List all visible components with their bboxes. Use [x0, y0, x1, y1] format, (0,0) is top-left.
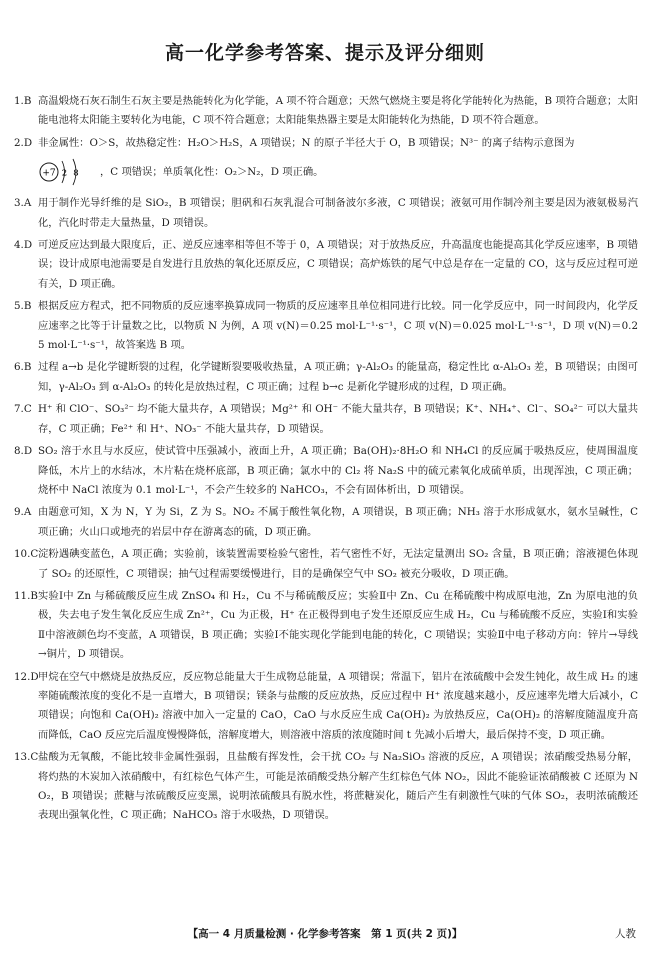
item-number: 4. [14, 239, 24, 252]
shell-electrons-2: 8 [73, 168, 79, 179]
item-answer: D [30, 670, 39, 683]
footer-page-info: 【高一 4 月质量检测 · 化学参考答案 第 1 页(共 2 页)】 [187, 928, 463, 940]
answer-item-13 [14, 748, 638, 826]
item-answer: B [23, 361, 32, 374]
ion-structure-diagram [38, 153, 96, 191]
item-explanation: 用于制作光导纤维的是 SiO₂，B 项错误；胆矾和石灰乳混合可制备波尔多液，C 项错误；液氨可用作制冷剂主要是因为液氨极易汽化，汽化时带走大量热量，D 项错误。 [38, 197, 638, 229]
item-number: 13. [14, 751, 31, 764]
answer-item-3 [14, 194, 638, 233]
item-answer: A [23, 197, 32, 210]
item-explanation: 甲烷在空气中燃烧是放热反应，反应物总能量大于生成物总能量，A 项错误；常温下，铝片在浓硫酸中会发生钝化，故生成 H₂ 的速率随硫酸浓度的变化不是一直增大，B 项错误；镁条与盐酸的反应放热，反应过程中 H⁺ 浓度越来越小，反应速率先增大后减小，C 项错误；向饱和 Ca(OH)₂ 溶液中加入一定量的 CaO，CaO 与水反应生成 Ca(OH)₂ 为放热反应，Ca(OH)₂ 的溶解度随温度升高而降低，CaO 反应完后温度慢慢降低，溶解度增大，则溶液中溶质的浓度随时间 t 先减小后增大，最后保持不变，D 项正确。 [38, 670, 638, 741]
item-explanation: 高温煅烧石灰石制生石灰主要是热能转化为化学能，A 项不符合题意；天然气燃烧主要是将化学能转化为热能，B 项符合题意；太阳能电池将太阳能主要转化为电能，C 项不符合题意；太阳能集热器主要是太阳能转化为热能，D 项不符合题意。 [38, 95, 638, 127]
item-explanation: 过程 a→b 是化学键断裂的过程，化学键断裂要吸收热量，A 项正确；γ-Al₂O₃ 的能量高，稳定性比 α-Al₂O₃ 差，B 项错误；由图可知，γ-Al₂O₃ 到 α-Al₂O₃ 的转化是放热过程，C 项正确；过程 b→c 是新化学键形成的过程，D 项正确。 [38, 361, 638, 393]
item-number: 11. [14, 589, 31, 602]
answer-item-6 [14, 358, 638, 397]
item-explanation: 实验Ⅰ中 Zn 与稀硫酸反应生成 ZnSO₄ 和 H₂，Cu 不与稀硫酸反应；实验Ⅱ中 Zn、Cu 在稀硫酸中构成原电池，Zn 为原电池的负极，失去电子发生氧化反应生成 Zn²⁺，Cu 为正极，H⁺ 在正极得到电子发生还原反应生成 H₂，Cu 与稀硫酸不反应，实验Ⅰ和实验Ⅱ中溶液颜色均不变蓝，A 项错误，B 项正确；实验Ⅰ不能实现化学能到电能的转化，C 项错误；实验Ⅱ中电子移动方向：锌片→导线→铜片，D 项错误。 [38, 589, 638, 661]
answer-item-5 [14, 297, 638, 355]
answer-item-9 [14, 503, 638, 542]
answer-item-10 [14, 545, 638, 584]
item-number: 8. [14, 445, 24, 458]
item-explanation: SO₂ 溶于水且与水反应，使试管中压强减小，液面上升，A 项正确；Ba(OH)₂·8H₂O 和 NH₄Cl 的反应属于吸热反应，使周围温度降低，木片上的水结冰，木片粘在烧杯底部，B 项正确；氯水中的 Cl₂ 将 Na₂S 中的硫元素氧化成硫单质，出现浑浊，C 项正确；烧杯中 NaCl 浓度为 0.1 mol·L⁻¹，不会产生较多的 NaHCO₃，不会有固体析出，D 项错误。 [38, 445, 638, 496]
item-answer: D [23, 239, 33, 252]
item-explanation: 非金属性：O＞S，故热稳定性：H₂O＞H₂S，A 项错误；N 的原子半径大于 O，B 项错误；N³⁻ 的离子结构示意图为 [38, 136, 575, 149]
item-number: 1. [14, 95, 24, 107]
answer-item-2 [14, 134, 638, 191]
item-explanation: 盐酸为无氧酸，不能比较非金属性强弱，且盐酸有挥发性，会干扰 CO₂ 与 Na₂SiO₃ 溶液的反应，A 项错误；浓硝酸受热易分解，将灼热的木炭加入浓硝酸中，有红棕色气体产生，可能是浓硝酸受热分解产生红棕色气体 NO₂，因此不能验证浓硝酸被 C 还原为 NO₂，B 项错误；蔗糖与浓硫酸反应变黑，说明浓硫酸具有脱水性，将蔗糖炭化，随后产生有刺激性气味的气体 SO₂，表明浓硫酸还表现出强氧化性，C 项正确；NaHCO₃ 溶于水吸热，D 项错误。 [38, 751, 638, 822]
item-number: 9. [14, 506, 24, 519]
item-explanation: 根据反应方程式，把不同物质的反应速率换算成同一物质的反应速率且单位相同进行比较。同一化学反应中，同一时间段内，化学反应速率之比等于计量数之比，以物质 N 为例，A 项 v(N)＝0.25 mol·L⁻¹·s⁻¹，C 项 v(N)＝0.025 mol·L⁻¹·s⁻¹，D 项 v(N)＝0.25 mol·L⁻¹·s⁻¹，故答案选 B 项。 [38, 300, 638, 352]
item-answer: D [23, 445, 33, 458]
item-number: 6. [14, 361, 24, 374]
footer-edition: 人教 [615, 928, 636, 940]
shell-electrons-1: 2 [61, 168, 68, 179]
answer-list [14, 92, 638, 829]
page-title: 高一化学参考答案、提示及评分细则 [164, 42, 485, 64]
item-number: 12. [14, 670, 31, 683]
item-answer: C [30, 751, 39, 764]
item-explanation: H⁺ 和 ClO⁻、SO₃²⁻ 均不能大量共存，A 项错误；Mg²⁺ 和 OH⁻ 不能大量共存，B 项错误；K⁺、NH₄⁺、Cl⁻、SO₄²⁻ 可以大量共存，C 项正确；Fe²⁺ 和 H⁺、NO₃⁻ 不能大量共存，D 项错误。 [38, 403, 638, 435]
answer-item-4 [14, 236, 638, 294]
item-explanation-continued: ，C 项错误；单质氧化性：O₂＞N₂，D 项正确。 [100, 165, 324, 178]
item-explanation: 由题意可知，X 为 N，Y 为 Si，Z 为 S。NO₂ 不属于酸性氧化物，A 项错误，B 项正确；NH₃ 溶于水形成氨水，氨水呈碱性，C 项正确；火山口或地壳的岩层中存在游离态的硫，D 项正确。 [38, 506, 638, 538]
item-number: 10. [14, 548, 31, 561]
answer-item-12 [14, 668, 638, 746]
item-answer: D [23, 136, 33, 149]
item-answer: C [30, 548, 39, 561]
item-answer: C [23, 403, 32, 416]
item-answer: A [23, 506, 32, 519]
item-explanation: 可逆反应达到最大限度后，正、逆反应速率相等但不等于 0，A 项错误；对于放热反应，升高温度也能提高其化学反应速率，B 项错误；设计成原电池需要是自发进行且放热的氧化还原反应，C 项错误；高炉炼铁的尾气中总是存在一定量的 CO，这与反应过程可逆有关，D 项正确。 [38, 239, 638, 290]
item-number: 5. [14, 300, 24, 313]
item-answer: B [23, 300, 32, 313]
item-answer: B [30, 589, 38, 602]
item-explanation: 淀粉遇碘变蓝色，A 项正确；实验前，该装置需要检验气密性，若气密性不好，无法定量测出 SO₂ 含量，B 项正确；溶液褪色体现了 SO₂ 的还原性，C 项错误；抽气过程需要缓慢进行，目的是确保空气中 SO₂ 被充分吸收，D 项正确。 [38, 548, 638, 580]
answer-item-1 [14, 92, 638, 131]
item-number: 7. [14, 403, 24, 416]
item-number: 2. [14, 136, 24, 149]
ion-structure-row [38, 153, 638, 191]
answer-item-7 [14, 400, 638, 439]
item-answer: B [23, 95, 32, 107]
nucleus-charge: +7 [42, 168, 56, 179]
answer-item-11 [14, 587, 638, 665]
item-number: 3. [14, 197, 24, 210]
answer-item-8 [14, 442, 638, 500]
